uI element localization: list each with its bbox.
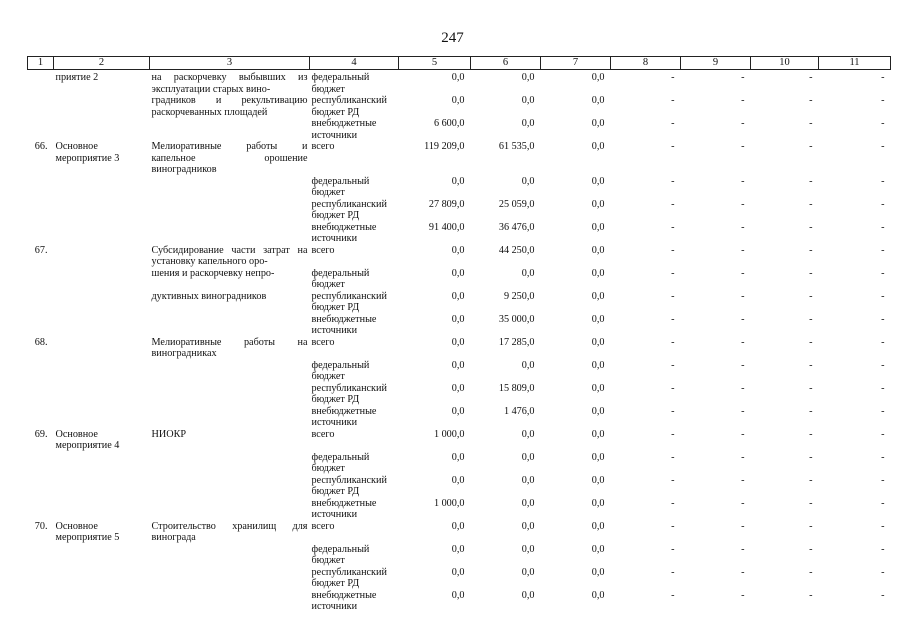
value-col10: - [809,175,813,187]
amount-col6: 35 000,0 [498,313,535,325]
funding-source: внебюджетные источники [311,589,377,612]
value-col8: - [671,221,675,233]
value-col11: - [881,474,885,486]
event-name [54,544,150,567]
event-description: Мелиоративные работы на виноградниках [151,336,308,359]
value-col11: - [881,520,885,532]
value-col8: - [671,497,675,509]
table-row [28,475,891,498]
column-header: 5 [399,57,471,70]
table-row [28,337,891,360]
value-col9: - [741,382,745,394]
funding-source: федеральный бюджет [311,543,370,566]
event-description: шения и раскорчевку непро- [151,267,275,279]
amount-col5: 1 000,0 [433,497,465,509]
amount-col6: 0,0 [521,566,535,578]
amount-col7: 0,0 [591,198,605,210]
row-number [28,268,54,291]
amount-col5: 0,0 [451,72,465,83]
program-funding-table [27,56,891,613]
value-col9: - [741,175,745,187]
value-col8: - [671,428,675,440]
value-col11: - [881,497,885,509]
value-col10: - [809,543,813,555]
value-col11: - [881,566,885,578]
amount-col5: 0,0 [451,359,465,371]
value-col8: - [671,141,675,152]
value-col8: - [671,175,675,187]
row-number [28,498,54,521]
amount-col7: 0,0 [591,474,605,486]
event-name [54,176,150,199]
amount-col6: 0,0 [521,118,535,129]
event-name [54,291,150,314]
row-number [28,590,54,613]
value-col10: - [809,336,813,348]
event-description: градников и рекультивацию раскорчеванных площадей [151,95,308,118]
amount-col7: 0,0 [591,290,605,302]
table-row [28,521,891,544]
amount-col7: 0,0 [591,336,605,348]
amount-col6: 0,0 [521,520,535,532]
value-col10: - [809,428,813,440]
amount-col6: 0,0 [521,428,535,440]
event-description: Мелиоративные работы и капельное орошение виноградников [151,141,308,175]
amount-col5: 0,0 [451,589,465,601]
amount-col7: 0,0 [591,313,605,325]
amount-col6: 0,0 [521,474,535,486]
value-col10: - [809,359,813,371]
funding-source: внебюджетные источники [311,118,377,141]
value-col8: - [671,382,675,394]
value-col11: - [881,451,885,463]
amount-col5: 0,0 [451,290,465,302]
table-row [28,118,891,141]
event-description [150,475,310,498]
funding-source: федеральный бюджет [311,451,370,474]
value-col9: - [741,267,745,279]
table-row [28,590,891,613]
value-col9: - [741,118,745,129]
amount-col7: 0,0 [591,520,605,532]
amount-col5: 27 809,0 [428,198,465,210]
amount-col6: 61 535,0 [498,141,535,152]
value-col11: - [881,175,885,187]
value-col9: - [741,141,745,152]
value-col11: - [881,359,885,371]
row-number [28,70,54,96]
event-name [54,590,150,613]
value-col9: - [741,451,745,463]
amount-col5: 0,0 [451,244,465,256]
value-col9: - [741,428,745,440]
event-name: Основное мероприятие 4 [55,428,120,451]
funding-source: республиканский бюджет РД [311,95,387,118]
page-number: 247 [441,30,464,46]
row-number: 68. [34,336,48,348]
funding-source: внебюджетные источники [311,497,377,520]
amount-col6: 9 250,0 [503,290,535,302]
table-row [28,199,891,222]
amount-col6: 0,0 [521,589,535,601]
funding-source: всего [311,244,335,256]
value-col10: - [809,221,813,233]
amount-col5: 0,0 [451,313,465,325]
value-col8: - [671,244,675,256]
event-description [150,383,310,406]
value-col9: - [741,474,745,486]
column-header: 8 [611,57,681,70]
funding-source: республиканский бюджет РД [311,198,387,221]
table-row [28,222,891,245]
amount-col7: 0,0 [591,72,605,83]
amount-col7: 0,0 [591,175,605,187]
amount-col6: 0,0 [521,175,535,187]
value-col11: - [881,118,885,129]
funding-source: республиканский бюджет РД [311,566,387,589]
value-col11: - [881,543,885,555]
table-row [28,406,891,429]
amount-col5: 0,0 [451,95,465,106]
event-name [54,498,150,521]
event-name [54,383,150,406]
value-col9: - [741,405,745,417]
table-row [28,544,891,567]
table-row [28,245,891,268]
amount-col6: 25 059,0 [498,198,535,210]
event-name [54,199,150,222]
event-name: приятие 2 [55,72,99,83]
amount-col6: 15 809,0 [498,382,535,394]
event-description [150,498,310,521]
event-name [54,475,150,498]
amount-col6: 17 285,0 [498,336,535,348]
amount-col7: 0,0 [591,543,605,555]
event-name [54,452,150,475]
event-description: дуктивных виноградников [151,290,267,302]
value-col8: - [671,451,675,463]
event-name [54,406,150,429]
event-name [54,360,150,383]
amount-col5: 0,0 [451,566,465,578]
value-col9: - [741,72,745,83]
value-col8: - [671,566,675,578]
value-col8: - [671,589,675,601]
value-col9: - [741,290,745,302]
value-col11: - [881,336,885,348]
value-col8: - [671,543,675,555]
amount-col7: 0,0 [591,359,605,371]
event-name [54,118,150,141]
column-number-row [28,57,891,70]
amount-col7: 0,0 [591,497,605,509]
event-description [150,360,310,383]
value-col10: - [809,589,813,601]
value-col8: - [671,336,675,348]
event-name [54,95,150,118]
table-row [28,176,891,199]
funding-source: всего [311,520,335,532]
column-header: 6 [471,57,541,70]
event-description [150,222,310,245]
table-row [28,314,891,337]
row-number [28,360,54,383]
amount-col7: 0,0 [591,141,605,152]
column-header: 1 [28,57,54,70]
amount-col7: 0,0 [591,95,605,106]
amount-col7: 0,0 [591,589,605,601]
value-col8: - [671,72,675,83]
funding-source: всего [311,336,335,348]
value-col10: - [809,244,813,256]
row-number [28,176,54,199]
table-row [28,268,891,291]
value-col10: - [809,382,813,394]
amount-col6: 36 476,0 [498,221,535,233]
amount-col6: 0,0 [521,72,535,83]
value-col9: - [741,313,745,325]
value-col8: - [671,359,675,371]
value-col8: - [671,474,675,486]
value-col11: - [881,589,885,601]
value-col9: - [741,589,745,601]
row-number: 66. [34,141,48,152]
value-col10: - [809,313,813,325]
value-col9: - [741,244,745,256]
amount-col7: 0,0 [591,267,605,279]
value-col8: - [671,95,675,106]
row-number [28,544,54,567]
row-number [28,199,54,222]
value-col10: - [809,267,813,279]
value-col8: - [671,198,675,210]
column-header: 9 [681,57,751,70]
column-header: 11 [819,57,891,70]
value-col10: - [809,520,813,532]
value-col11: - [881,313,885,325]
value-col11: - [881,405,885,417]
column-header: 7 [541,57,611,70]
amount-col6: 1 476,0 [503,405,535,417]
row-number: 69. [34,428,48,440]
amount-col5: 0,0 [451,267,465,279]
event-description [150,406,310,429]
funding-source: всего [311,141,335,152]
table-body [28,70,891,613]
table-row [28,70,891,96]
value-col10: - [809,405,813,417]
funding-source: федеральный бюджет [311,175,370,198]
table-row [28,360,891,383]
event-description [150,452,310,475]
amount-col6: 0,0 [521,543,535,555]
amount-col6: 0,0 [521,359,535,371]
value-col9: - [741,221,745,233]
amount-col7: 0,0 [591,428,605,440]
value-col10: - [809,497,813,509]
amount-col5: 0,0 [451,520,465,532]
value-col10: - [809,290,813,302]
value-col8: - [671,313,675,325]
funding-source: республиканский бюджет РД [311,290,387,313]
amount-col5: 0,0 [451,382,465,394]
amount-col6: 0,0 [521,267,535,279]
amount-col6: 0,0 [521,497,535,509]
table-row [28,498,891,521]
value-col8: - [671,118,675,129]
value-col9: - [741,359,745,371]
value-col8: - [671,405,675,417]
event-description [150,118,310,141]
event-description: Субсидирование части затрат на установку капельного оро- [151,244,308,267]
table-row [28,141,891,176]
event-description [150,199,310,222]
event-name [54,222,150,245]
value-col11: - [881,198,885,210]
value-col11: - [881,221,885,233]
event-name: Основное мероприятие 5 [55,520,120,543]
event-name [54,337,150,360]
value-col11: - [881,141,885,152]
row-number [28,314,54,337]
value-col9: - [741,543,745,555]
event-description: НИОКР [151,428,187,440]
value-col11: - [881,290,885,302]
event-name: Основное мероприятие 3 [55,141,120,164]
amount-col5: 0,0 [451,405,465,417]
funding-source: федеральный бюджет [311,359,370,382]
value-col11: - [881,95,885,106]
value-col10: - [809,118,813,129]
row-number: 70. [34,520,48,532]
row-number [28,475,54,498]
row-number [28,406,54,429]
funding-source: республиканский бюджет РД [311,382,387,405]
value-col10: - [809,198,813,210]
value-col8: - [671,290,675,302]
amount-col6: 44 250,0 [498,244,535,256]
event-description [150,590,310,613]
funding-source: внебюджетные источники [311,405,377,428]
column-header: 4 [310,57,399,70]
value-col10: - [809,451,813,463]
event-name [54,268,150,291]
value-col11: - [881,428,885,440]
amount-col5: 0,0 [451,175,465,187]
value-col10: - [809,474,813,486]
value-col11: - [881,267,885,279]
value-col8: - [671,520,675,532]
value-col10: - [809,95,813,106]
value-col10: - [809,141,813,152]
amount-col5: 119 209,0 [424,141,465,152]
amount-col5: 91 400,0 [428,221,465,233]
event-description: Строительство хранилищ для винограда [151,520,308,543]
table-row [28,383,891,406]
amount-col5: 0,0 [451,543,465,555]
event-description [150,544,310,567]
amount-col7: 0,0 [591,451,605,463]
value-col10: - [809,566,813,578]
table-row [28,429,891,452]
event-name [54,245,150,268]
event-description [150,314,310,337]
value-col9: - [741,497,745,509]
value-col11: - [881,382,885,394]
value-col9: - [741,95,745,106]
event-description [150,567,310,590]
column-header: 10 [751,57,819,70]
amount-col5: 6 600,0 [433,118,465,129]
row-number [28,452,54,475]
column-header: 3 [150,57,310,70]
amount-col7: 0,0 [591,405,605,417]
amount-col5: 0,0 [451,451,465,463]
event-description: на раскорчевку выбывших из эксплуатации старых вино- [151,72,308,95]
table-row [28,452,891,475]
row-number [28,567,54,590]
value-col10: - [809,72,813,83]
event-description [150,176,310,199]
funding-source: всего [311,428,335,440]
value-col9: - [741,566,745,578]
amount-col7: 0,0 [591,118,605,129]
value-col9: - [741,336,745,348]
row-number [28,222,54,245]
row-number: 67. [34,244,48,256]
column-header: 2 [54,57,150,70]
value-col11: - [881,72,885,83]
value-col9: - [741,520,745,532]
table-row [28,567,891,590]
row-number [28,95,54,118]
row-number [28,291,54,314]
amount-col6: 0,0 [521,451,535,463]
amount-col5: 0,0 [451,336,465,348]
amount-col7: 0,0 [591,244,605,256]
amount-col6: 0,0 [521,95,535,106]
amount-col7: 0,0 [591,221,605,233]
amount-col5: 0,0 [451,474,465,486]
funding-source: внебюджетные источники [311,313,377,336]
row-number [28,383,54,406]
table-row [28,95,891,118]
event-name [54,567,150,590]
value-col8: - [671,267,675,279]
value-col9: - [741,198,745,210]
row-number [28,118,54,141]
amount-col7: 0,0 [591,382,605,394]
funding-source: республиканский бюджет РД [311,474,387,497]
table-row [28,291,891,314]
amount-col5: 1 000,0 [433,428,465,440]
funding-source: внебюджетные источники [311,221,377,244]
event-name [54,314,150,337]
funding-source: федеральный бюджет [311,267,370,290]
value-col11: - [881,244,885,256]
amount-col7: 0,0 [591,566,605,578]
funding-source: федеральный бюджет [311,72,370,95]
